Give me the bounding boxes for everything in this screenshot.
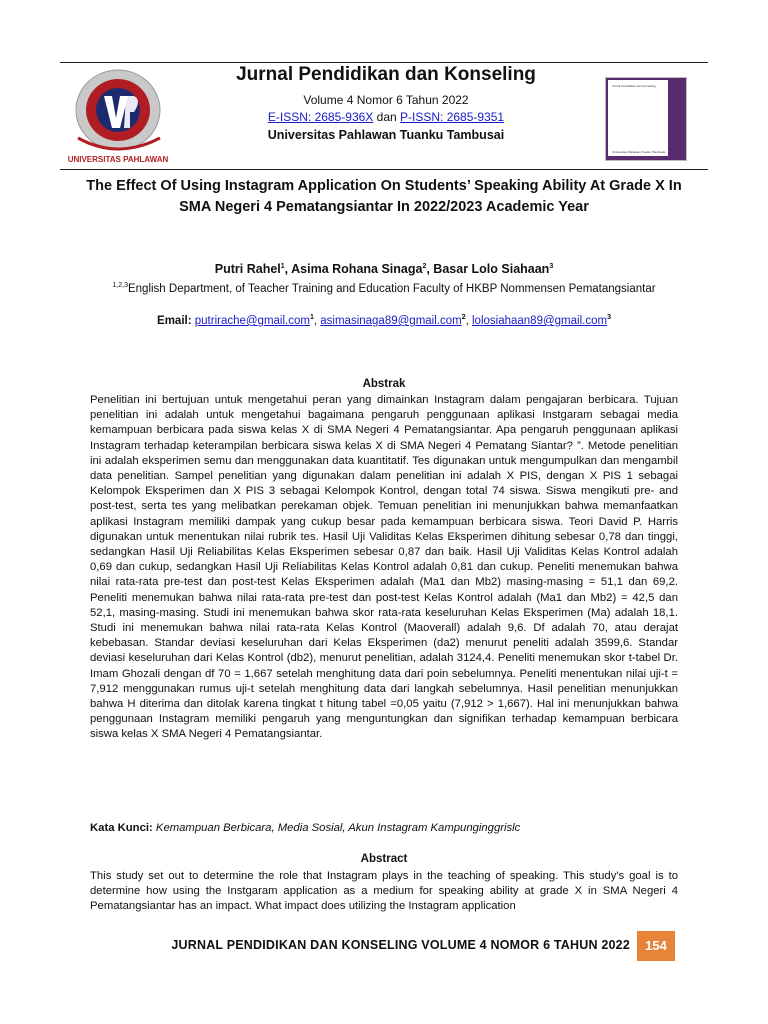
- issn-line: [160, 110, 612, 124]
- abstrak-body: Penelitian ini bertujuan untuk mengetahui peran yang dimainkan Instagram dalam pengajaran berbicara. Tujuan penelitian ini adalah untuk mengetahui bagaimana pengaruh penggunaan aplikasi Instgaram sebagai media kemampuan berbicara pada siswa kelas X di SMA Negeri 4 Pematangsiantar. Apa pengaruh penggunaan aplikasi Instagram terhadap keterampilan berbicara siswa kelas X di SMA Negeri 4 Pematang Siantar? ”. Metode penelitian ini adalah eksperimen semu dan menggunakan data kuantitatif. Tes digunakan untuk mengumpulkan dan mengambil data penelitian. Sampel penelitian yang digunakan dalam penelitian ini adalah X PIS, dengan X PIS 1 sebagai Kelompok Eksperimen dan X PIS 3 sebagai Kelompok Kontrol, dengan total 74 siswa. Siswa mengikuti pre- and post-test, serta tes yang melibatkan perekaman objek. Temuan penelitian ini menunjukkan bahwa memanfaatkan aplikasi Instagram memiliki dampak yang cukup besar pada kemampuan berbicara siswa. Teori David P. Harris digunakan untuk menentukan nilai rubrik tes. Hasil Uji Validitas Kelas Eksperimen dihitung sebesar 0,78 dan tinggi, sedangkan Hasil Uji Reliabilitas Kelas Eksperimen sebesar 0,87 dan baik. Hasil Uji Validitas Kelas Kontrol adalah 0,69 dan cukup, sedangkan Hasil Uji Reliabilitas Kelas Kontrol adalah 0,81 dan cukup. Peneliti menemukan bahwa nilai rata-rata pre-test dan post-test Kelas Eksperimen adalah (Ma1 dan Mb2) masing-masing = 51,1 dan 69,2. Peneliti menemukan bahwa nilai rata-rata pre-test dan post-test Kelas Kontrol adalah (Ma1 dan Mb2) = 42,5 dan 52,1, masing-masing. Studi ini menemukan bahwa skor rata-rata keseluruhan Kelas Eksperimen (Ma) adalah 18,1. Studi ini menemukan bahwa nilai rata-rata Kelas Kontrol (Maoverall) adalah 9,6. Df adalah 70, atau derajat kebebasan. Standar deviasi keseluruhan dari Kelas Eksperimen (da2) menurut peneliti adalah 3599,6. Standar deviasi keseluruhan dari Kelas Kontrol (db2), menurut penelitian, adalah 3124,4. Peneliti menemukan skor t-tabel Dr. Imam Ghozali dengan df 70 = 1,667 setelah menghitung data dari poin sebelumnya. Peneliti menentukan nilai uji-t = 7,912 menggunakan rumus uji-t setelah menghitung data dari langkah sebelumnya. Hasil penelitian menunjukkan bahwa H diterima dan ditolak karena tingkat t hitung tabel =0,05 yaitu (7,912 > 1,667). Hal ini menunjukkan bahwa penggunaan Instagram memiliki pengaruh yang menguntungkan dan signifikan terhadap kemampuan berbicara siswa kelas X SMA Negeri 4 Pematangsiantar.: [90, 394, 678, 741]
- email-sep-1: ,: [313, 315, 321, 327]
- cover-title: Jurnal Pendidikan dan Konseling: [612, 84, 656, 88]
- author-3: , Basar Lolo Siahaan: [426, 262, 550, 276]
- author-2: , Asima Rohana Sinaga: [284, 262, 423, 276]
- author-2-sup: 2: [422, 262, 427, 270]
- eissn-link[interactable]: E-ISSN: 2685-936X: [267, 110, 374, 124]
- abstrak-heading: Abstrak: [362, 378, 406, 390]
- header-rule: [60, 169, 708, 170]
- abstract-heading: Abstract: [360, 853, 408, 865]
- keywords: [90, 822, 678, 834]
- email-1-sup: 1: [309, 314, 314, 322]
- email-line: [80, 315, 688, 327]
- email-link-3[interactable]: lolosiahaan89@gmail.com: [472, 315, 608, 327]
- author-line: [80, 262, 688, 276]
- cover-panel: [608, 80, 668, 156]
- issn-joiner: dan: [373, 110, 401, 124]
- footer-journal-line: JURNAL PENDIDIKAN DAN KONSELING VOLUME 4 NOMOR 6 TAHUN 2022: [171, 938, 630, 952]
- volume-line: Volume 4 Nomor 6 Tahun 2022: [303, 93, 469, 107]
- page-number-badge: 154: [637, 931, 675, 961]
- paper-title: The Effect Of Using Instagram Application On Students’ Speaking Ability At Grade X In SMA Negeri 4 Pematangsiantar In 2022/2023 Academic Year: [86, 178, 682, 215]
- journal-cover-thumbnail: [605, 77, 687, 161]
- email-sep-2: ,: [465, 315, 472, 327]
- keywords-text: Kemampuan Berbicara, Media Sosial, Akun Instagram Kampunginggrislc: [152, 822, 521, 834]
- email-label: Email:: [157, 315, 195, 327]
- author-1: Putri Rahel: [214, 262, 281, 276]
- keywords-label: Kata Kunci:: [90, 822, 153, 834]
- top-rule: [60, 62, 708, 63]
- affiliation: [80, 281, 688, 297]
- author-1-sup: 1: [280, 262, 285, 270]
- email-link-1[interactable]: putrirache@gmail.com: [194, 315, 310, 327]
- university-name: Universitas Pahlawan Tuanku Tambusai: [267, 128, 505, 142]
- cover-subtitle: Universitas Pahlawan Tuanku Tambusai: [612, 150, 666, 154]
- email-3-sup: 3: [607, 314, 611, 322]
- journal-title: Jurnal Pendidikan dan Konseling: [236, 64, 536, 85]
- pissn-link[interactable]: P-ISSN: 2685-9351: [400, 110, 505, 124]
- author-3-sup: 3: [549, 262, 554, 270]
- email-2-sup: 2: [461, 314, 466, 322]
- affiliation-text: English Department, of Teacher Training and Education Faculty of HKBP Nommensen Pematangsiantar: [127, 283, 656, 295]
- affiliation-sup: 1,2,3: [112, 282, 128, 290]
- abstract-body: This study set out to determine the role that Instagram plays in the teaching of speaking. This study's goal is to determine how using the Instgaram application as a medium for speaking ability at grade X in SMA Negeri 4 Pematangsiantar has an impact. What impact does utilizing the Instagram application: [90, 870, 678, 913]
- email-link-2[interactable]: asimasinaga89@gmail.com: [320, 315, 462, 327]
- logo-text: UNIVERSITAS PAHLAWAN: [67, 155, 169, 164]
